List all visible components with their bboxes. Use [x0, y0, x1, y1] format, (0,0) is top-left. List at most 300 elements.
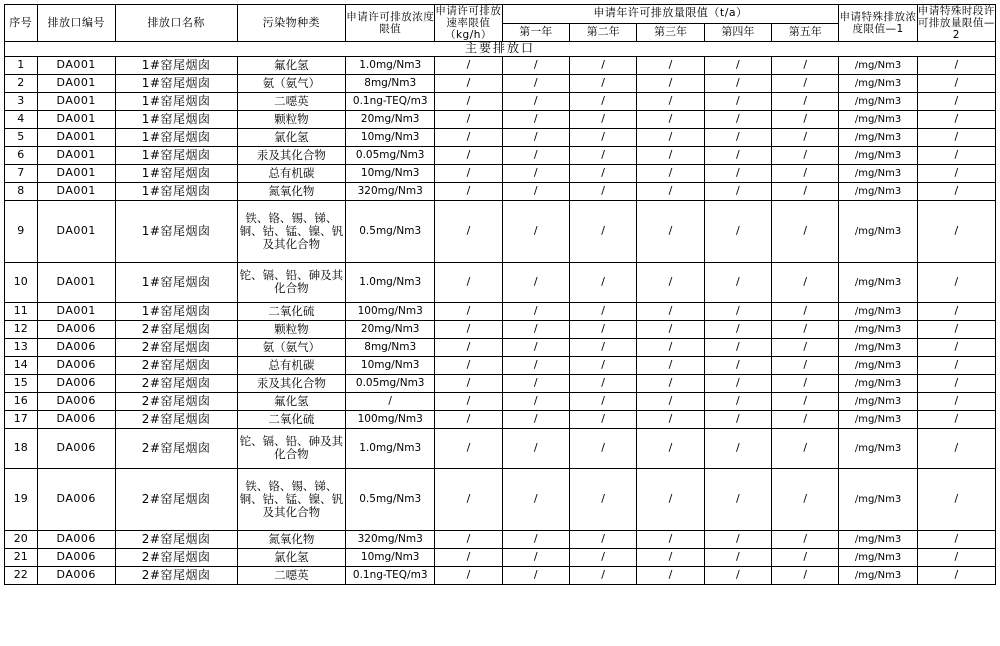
row-rate-limit: /	[435, 92, 502, 110]
row-rate-limit: /	[435, 338, 502, 356]
row-rate-limit: /	[435, 530, 502, 548]
row-pollutant: 二噁英	[237, 566, 346, 584]
header-year-4: 第四年	[704, 23, 771, 42]
row-index: 7	[5, 164, 38, 182]
row-pollutant: 氮氧化物	[237, 182, 346, 200]
row-year-3: /	[637, 392, 704, 410]
row-year-2: /	[569, 146, 636, 164]
row-special-total: /	[917, 428, 995, 468]
row-year-4: /	[704, 128, 771, 146]
row-year-2: /	[569, 374, 636, 392]
row-outlet-name: 1#窑尾烟囱	[115, 164, 237, 182]
header-year-1: 第一年	[502, 23, 569, 42]
row-index: 2	[5, 74, 38, 92]
row-year-3: /	[637, 164, 704, 182]
row-conc-limit: 8mg/Nm3	[346, 338, 435, 356]
table-row	[5, 468, 996, 530]
row-year-5: /	[772, 74, 839, 92]
row-conc-limit: 20mg/Nm3	[346, 320, 435, 338]
row-year-1: /	[502, 92, 569, 110]
row-conc-limit: 320mg/Nm3	[346, 530, 435, 548]
row-outlet-name: 2#窑尾烟囱	[115, 530, 237, 548]
row-year-3: /	[637, 92, 704, 110]
row-year-2: /	[569, 356, 636, 374]
table-row	[5, 356, 996, 374]
row-year-4: /	[704, 146, 771, 164]
row-outlet-code: DA001	[37, 74, 115, 92]
row-pollutant: 颗粒物	[237, 110, 346, 128]
row-conc-limit: 1.0mg/Nm3	[346, 56, 435, 74]
row-year-5: /	[772, 530, 839, 548]
row-year-1: /	[502, 392, 569, 410]
row-year-2: /	[569, 302, 636, 320]
row-pollutant: 铁、铬、锡、锑、铜、钴、锰、镍、钒及其化合物	[237, 200, 346, 262]
row-outlet-name: 1#窑尾烟囱	[115, 92, 237, 110]
row-year-1: /	[502, 56, 569, 74]
row-special-conc: /mg/Nm3	[839, 56, 917, 74]
row-year-3: /	[637, 410, 704, 428]
row-index: 5	[5, 128, 38, 146]
row-year-3: /	[637, 56, 704, 74]
row-rate-limit: /	[435, 164, 502, 182]
row-rate-limit: /	[435, 468, 502, 530]
table-row	[5, 530, 996, 548]
row-year-1: /	[502, 182, 569, 200]
row-index: 1	[5, 56, 38, 74]
table-row	[5, 338, 996, 356]
row-year-1: /	[502, 410, 569, 428]
row-special-total: /	[917, 92, 995, 110]
row-special-conc: /mg/Nm3	[839, 530, 917, 548]
row-year-4: /	[704, 56, 771, 74]
row-rate-limit: /	[435, 320, 502, 338]
row-pollutant: 氨（氨气）	[237, 74, 346, 92]
row-year-2: /	[569, 530, 636, 548]
table-row	[5, 548, 996, 566]
row-year-2: /	[569, 338, 636, 356]
row-special-conc: /mg/Nm3	[839, 200, 917, 262]
row-year-5: /	[772, 468, 839, 530]
row-year-5: /	[772, 128, 839, 146]
row-pollutant: 汞及其化合物	[237, 146, 346, 164]
row-year-5: /	[772, 548, 839, 566]
row-conc-limit: 0.1ng-TEQ/m3	[346, 566, 435, 584]
row-pollutant: 氟化氢	[237, 392, 346, 410]
row-outlet-name: 1#窑尾烟囱	[115, 262, 237, 302]
row-pollutant: 总有机碳	[237, 356, 346, 374]
row-conc-limit: 1.0mg/Nm3	[346, 262, 435, 302]
row-conc-limit: 0.5mg/Nm3	[346, 200, 435, 262]
row-year-1: /	[502, 146, 569, 164]
row-year-1: /	[502, 110, 569, 128]
row-outlet-code: DA006	[37, 566, 115, 584]
row-outlet-code: DA006	[37, 374, 115, 392]
row-year-3: /	[637, 146, 704, 164]
row-year-4: /	[704, 320, 771, 338]
row-special-conc: /mg/Nm3	[839, 146, 917, 164]
row-outlet-code: DA001	[37, 56, 115, 74]
row-rate-limit: /	[435, 56, 502, 74]
row-special-conc: /mg/Nm3	[839, 92, 917, 110]
row-outlet-name: 1#窑尾烟囱	[115, 182, 237, 200]
header-pollutant: 污染物种类	[237, 5, 346, 42]
row-special-conc: /mg/Nm3	[839, 164, 917, 182]
row-special-total: /	[917, 74, 995, 92]
row-year-1: /	[502, 428, 569, 468]
row-conc-limit: 0.05mg/Nm3	[346, 146, 435, 164]
row-index: 19	[5, 468, 38, 530]
row-year-4: /	[704, 200, 771, 262]
row-rate-limit: /	[435, 110, 502, 128]
table-row	[5, 182, 996, 200]
row-year-5: /	[772, 302, 839, 320]
row-year-2: /	[569, 56, 636, 74]
row-year-3: /	[637, 302, 704, 320]
row-pollutant: 铊、镉、铅、砷及其化合物	[237, 428, 346, 468]
row-rate-limit: /	[435, 374, 502, 392]
row-year-1: /	[502, 356, 569, 374]
row-outlet-code: DA006	[37, 410, 115, 428]
row-outlet-code: DA006	[37, 530, 115, 548]
row-year-5: /	[772, 320, 839, 338]
row-year-1: /	[502, 74, 569, 92]
row-year-2: /	[569, 392, 636, 410]
row-conc-limit: 8mg/Nm3	[346, 74, 435, 92]
row-outlet-name: 1#窑尾烟囱	[115, 56, 237, 74]
row-outlet-name: 2#窑尾烟囱	[115, 410, 237, 428]
row-conc-limit: 10mg/Nm3	[346, 164, 435, 182]
header-conc-limit: 申请许可排放浓度限值	[346, 5, 435, 42]
row-rate-limit: /	[435, 74, 502, 92]
row-outlet-code: DA006	[37, 392, 115, 410]
row-special-conc: /mg/Nm3	[839, 428, 917, 468]
row-index: 10	[5, 262, 38, 302]
row-pollutant: 二氧化硫	[237, 302, 346, 320]
row-year-4: /	[704, 566, 771, 584]
row-year-3: /	[637, 262, 704, 302]
row-year-4: /	[704, 410, 771, 428]
row-year-4: /	[704, 392, 771, 410]
row-year-2: /	[569, 410, 636, 428]
row-outlet-name: 2#窑尾烟囱	[115, 320, 237, 338]
row-pollutant: 氯化氢	[237, 548, 346, 566]
row-rate-limit: /	[435, 548, 502, 566]
table-row	[5, 74, 996, 92]
table-row	[5, 128, 996, 146]
row-index: 16	[5, 392, 38, 410]
row-special-total: /	[917, 56, 995, 74]
row-special-conc: /mg/Nm3	[839, 338, 917, 356]
table-row	[5, 428, 996, 468]
header-rate-limit: 申请许可排放速率限值（kg/h）	[435, 5, 502, 42]
table-row	[5, 320, 996, 338]
row-year-2: /	[569, 320, 636, 338]
row-year-2: /	[569, 548, 636, 566]
row-conc-limit: 1.0mg/Nm3	[346, 428, 435, 468]
row-outlet-code: DA001	[37, 182, 115, 200]
row-conc-limit: 10mg/Nm3	[346, 548, 435, 566]
row-index: 9	[5, 200, 38, 262]
row-special-conc: /mg/Nm3	[839, 302, 917, 320]
row-pollutant: 铊、镉、铅、砷及其化合物	[237, 262, 346, 302]
row-rate-limit: /	[435, 146, 502, 164]
row-outlet-name: 2#窑尾烟囱	[115, 548, 237, 566]
section-title: 主要排放口	[5, 42, 996, 57]
row-conc-limit: 0.5mg/Nm3	[346, 468, 435, 530]
row-outlet-code: DA006	[37, 356, 115, 374]
row-outlet-code: DA001	[37, 92, 115, 110]
row-year-5: /	[772, 428, 839, 468]
row-index: 14	[5, 356, 38, 374]
header-year-3: 第三年	[637, 23, 704, 42]
row-special-total: /	[917, 302, 995, 320]
table-header	[5, 5, 996, 42]
row-year-4: /	[704, 302, 771, 320]
row-special-conc: /mg/Nm3	[839, 110, 917, 128]
row-outlet-code: DA001	[37, 110, 115, 128]
row-year-1: /	[502, 320, 569, 338]
table-row	[5, 302, 996, 320]
row-special-total: /	[917, 356, 995, 374]
row-outlet-code: DA006	[37, 320, 115, 338]
row-year-2: /	[569, 262, 636, 302]
row-year-4: /	[704, 92, 771, 110]
row-special-total: /	[917, 468, 995, 530]
header-special-conc: 申请特殊排放浓度限值—1	[839, 5, 917, 42]
row-year-3: /	[637, 74, 704, 92]
table-row	[5, 164, 996, 182]
row-rate-limit: /	[435, 128, 502, 146]
row-year-2: /	[569, 74, 636, 92]
row-outlet-name: 2#窑尾烟囱	[115, 338, 237, 356]
row-outlet-name: 1#窑尾烟囱	[115, 110, 237, 128]
row-special-total: /	[917, 128, 995, 146]
row-year-4: /	[704, 182, 771, 200]
row-special-total: /	[917, 110, 995, 128]
row-conc-limit: 320mg/Nm3	[346, 182, 435, 200]
table-body	[5, 42, 996, 585]
row-index: 4	[5, 110, 38, 128]
table-row	[5, 374, 996, 392]
row-year-3: /	[637, 320, 704, 338]
row-year-4: /	[704, 74, 771, 92]
row-year-5: /	[772, 92, 839, 110]
row-index: 15	[5, 374, 38, 392]
row-rate-limit: /	[435, 566, 502, 584]
row-special-conc: /mg/Nm3	[839, 374, 917, 392]
section-title-row	[5, 42, 996, 57]
table-row	[5, 200, 996, 262]
row-special-total: /	[917, 392, 995, 410]
row-year-4: /	[704, 110, 771, 128]
row-conc-limit: 10mg/Nm3	[346, 128, 435, 146]
row-year-5: /	[772, 410, 839, 428]
row-year-2: /	[569, 468, 636, 530]
row-year-1: /	[502, 566, 569, 584]
row-index: 12	[5, 320, 38, 338]
row-year-5: /	[772, 182, 839, 200]
row-special-total: /	[917, 146, 995, 164]
row-index: 13	[5, 338, 38, 356]
row-year-3: /	[637, 356, 704, 374]
row-year-4: /	[704, 262, 771, 302]
row-year-3: /	[637, 428, 704, 468]
row-special-conc: /mg/Nm3	[839, 410, 917, 428]
row-rate-limit: /	[435, 302, 502, 320]
row-year-5: /	[772, 374, 839, 392]
row-year-5: /	[772, 164, 839, 182]
row-special-conc: /mg/Nm3	[839, 320, 917, 338]
row-outlet-name: 1#窑尾烟囱	[115, 74, 237, 92]
header-outlet-code: 排放口编号	[37, 5, 115, 42]
row-outlet-code: DA006	[37, 468, 115, 530]
row-year-3: /	[637, 182, 704, 200]
row-outlet-name: 1#窑尾烟囱	[115, 200, 237, 262]
row-conc-limit: 10mg/Nm3	[346, 356, 435, 374]
row-year-5: /	[772, 262, 839, 302]
row-special-conc: /mg/Nm3	[839, 128, 917, 146]
row-conc-limit: 100mg/Nm3	[346, 410, 435, 428]
row-year-3: /	[637, 468, 704, 530]
row-outlet-code: DA001	[37, 164, 115, 182]
table-row	[5, 56, 996, 74]
row-year-1: /	[502, 374, 569, 392]
row-index: 11	[5, 302, 38, 320]
row-outlet-code: DA001	[37, 262, 115, 302]
row-pollutant: 汞及其化合物	[237, 374, 346, 392]
row-year-5: /	[772, 392, 839, 410]
row-special-conc: /mg/Nm3	[839, 74, 917, 92]
row-pollutant: 氨（氨气）	[237, 338, 346, 356]
row-pollutant: 总有机碳	[237, 164, 346, 182]
row-year-3: /	[637, 128, 704, 146]
row-conc-limit: /	[346, 392, 435, 410]
table-row	[5, 410, 996, 428]
row-special-total: /	[917, 200, 995, 262]
row-year-5: /	[772, 356, 839, 374]
row-outlet-name: 1#窑尾烟囱	[115, 128, 237, 146]
row-year-3: /	[637, 338, 704, 356]
row-year-1: /	[502, 302, 569, 320]
row-year-4: /	[704, 468, 771, 530]
row-outlet-code: DA001	[37, 128, 115, 146]
row-special-total: /	[917, 566, 995, 584]
row-year-4: /	[704, 164, 771, 182]
row-special-total: /	[917, 410, 995, 428]
row-conc-limit: 0.05mg/Nm3	[346, 374, 435, 392]
table-row	[5, 110, 996, 128]
row-index: 3	[5, 92, 38, 110]
table-row	[5, 566, 996, 584]
row-year-1: /	[502, 548, 569, 566]
row-year-4: /	[704, 428, 771, 468]
row-outlet-code: DA006	[37, 428, 115, 468]
table-row	[5, 392, 996, 410]
table-row	[5, 146, 996, 164]
emission-limits-table	[4, 4, 996, 585]
row-year-1: /	[502, 200, 569, 262]
row-index: 20	[5, 530, 38, 548]
row-year-5: /	[772, 200, 839, 262]
row-special-total: /	[917, 530, 995, 548]
row-rate-limit: /	[435, 182, 502, 200]
row-year-2: /	[569, 182, 636, 200]
header-index: 序号	[5, 5, 38, 42]
row-outlet-name: 2#窑尾烟囱	[115, 566, 237, 584]
row-rate-limit: /	[435, 428, 502, 468]
row-outlet-name: 2#窑尾烟囱	[115, 428, 237, 468]
table-row	[5, 92, 996, 110]
row-year-2: /	[569, 566, 636, 584]
row-pollutant: 氮氧化物	[237, 530, 346, 548]
row-outlet-name: 1#窑尾烟囱	[115, 302, 237, 320]
row-rate-limit: /	[435, 410, 502, 428]
row-outlet-name: 2#窑尾烟囱	[115, 356, 237, 374]
row-special-conc: /mg/Nm3	[839, 262, 917, 302]
row-special-total: /	[917, 262, 995, 302]
row-outlet-name: 2#窑尾烟囱	[115, 392, 237, 410]
row-year-4: /	[704, 548, 771, 566]
row-year-5: /	[772, 56, 839, 74]
row-year-1: /	[502, 338, 569, 356]
row-year-4: /	[704, 374, 771, 392]
row-index: 22	[5, 566, 38, 584]
row-special-total: /	[917, 164, 995, 182]
row-year-5: /	[772, 338, 839, 356]
row-pollutant: 氟化氢	[237, 56, 346, 74]
row-index: 17	[5, 410, 38, 428]
row-special-conc: /mg/Nm3	[839, 392, 917, 410]
row-pollutant: 二噁英	[237, 92, 346, 110]
row-year-3: /	[637, 530, 704, 548]
row-pollutant: 氯化氢	[237, 128, 346, 146]
row-special-total: /	[917, 548, 995, 566]
row-year-3: /	[637, 200, 704, 262]
row-special-conc: /mg/Nm3	[839, 548, 917, 566]
row-year-3: /	[637, 374, 704, 392]
row-pollutant: 二氧化硫	[237, 410, 346, 428]
row-year-2: /	[569, 92, 636, 110]
row-special-conc: /mg/Nm3	[839, 356, 917, 374]
row-rate-limit: /	[435, 262, 502, 302]
row-year-2: /	[569, 128, 636, 146]
row-year-2: /	[569, 164, 636, 182]
row-year-4: /	[704, 356, 771, 374]
row-year-3: /	[637, 566, 704, 584]
row-rate-limit: /	[435, 356, 502, 374]
row-special-conc: /mg/Nm3	[839, 182, 917, 200]
row-index: 18	[5, 428, 38, 468]
header-annual-total: 申请年许可排放量限值（t/a）	[502, 5, 839, 24]
row-outlet-code: DA006	[37, 338, 115, 356]
header-year-2: 第二年	[569, 23, 636, 42]
row-year-1: /	[502, 530, 569, 548]
row-outlet-name: 2#窑尾烟囱	[115, 374, 237, 392]
row-year-4: /	[704, 338, 771, 356]
row-special-conc: /mg/Nm3	[839, 566, 917, 584]
row-conc-limit: 20mg/Nm3	[346, 110, 435, 128]
row-pollutant: 铁、铬、锡、锑、铜、钴、锰、镍、钒及其化合物	[237, 468, 346, 530]
row-rate-limit: /	[435, 392, 502, 410]
header-outlet-name: 排放口名称	[115, 5, 237, 42]
row-special-total: /	[917, 374, 995, 392]
row-year-2: /	[569, 110, 636, 128]
row-conc-limit: 0.1ng-TEQ/m3	[346, 92, 435, 110]
row-year-5: /	[772, 110, 839, 128]
row-year-2: /	[569, 428, 636, 468]
row-pollutant: 颗粒物	[237, 320, 346, 338]
row-year-1: /	[502, 468, 569, 530]
